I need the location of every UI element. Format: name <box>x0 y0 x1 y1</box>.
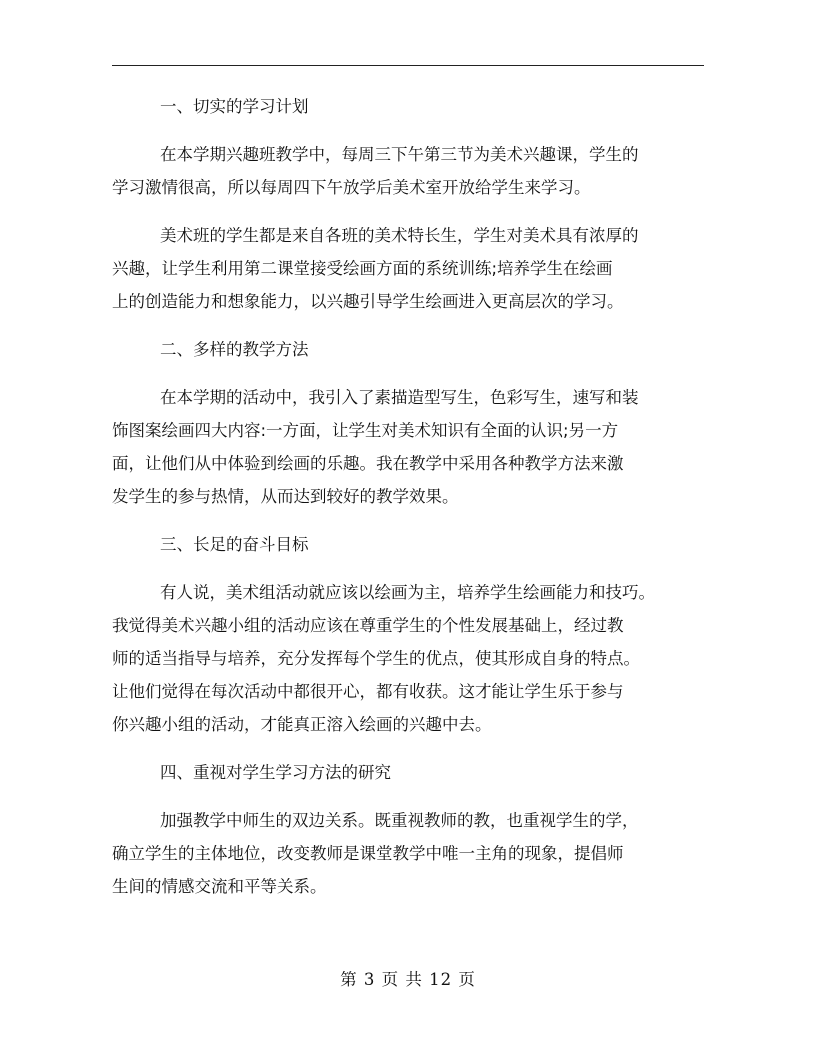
text-line: 我觉得美术兴趣小组的活动应该在尊重学生的个性发展基础上，经过教 <box>112 616 624 635</box>
document-body <box>112 90 712 918</box>
section-heading: 三、长足的奋斗目标 <box>160 535 309 554</box>
text-line: 在本学期兴趣班教学中，每周三下午第三节为美术兴趣课，学生的 <box>160 145 639 164</box>
text-line: 上的创造能力和想象能力，以兴趣引导学生绘画进入更高层次的学习。 <box>112 292 624 311</box>
section-heading: 二、多样的教学方法 <box>160 340 309 359</box>
paragraph <box>112 219 712 318</box>
text-line: 师的适当指导与培养，充分发挥每个学生的优点，使其形成自身的特点。 <box>112 649 640 668</box>
paragraph <box>112 804 712 903</box>
text-line: 有人说，美术组活动就应该以绘画为主，培养学生绘画能力和技巧。 <box>160 583 655 602</box>
text-line: 让他们觉得在每次活动中都很开心，都有收获。这才能让学生乐于参与 <box>112 682 624 701</box>
text-line: 面，让他们从中体验到绘画的乐趣。我在教学中采用各种教学方法来激 <box>112 454 624 473</box>
header-rule <box>112 65 704 66</box>
paragraph <box>112 138 712 204</box>
section-1 <box>112 90 712 318</box>
section-2 <box>112 333 712 513</box>
text-line: 发学生的参与热情，从而达到较好的教学效果。 <box>112 487 459 506</box>
text-line: 你兴趣小组的活动，才能真正溶入绘画的兴趣中去。 <box>112 715 492 734</box>
text-line: 兴趣，让学生利用第二课堂接受绘画方面的系统训练;培养学生在绘画 <box>112 259 613 278</box>
text-line: 加强教学中师生的双边关系。既重视教师的教，也重视学生的学， <box>160 811 639 830</box>
section-heading: 一、切实的学习计划 <box>160 97 309 116</box>
text-line: 生间的情感交流和平等关系。 <box>112 877 327 896</box>
paragraph <box>112 381 712 513</box>
section-heading: 四、重视对学生学习方法的研究 <box>160 763 391 782</box>
paragraph <box>112 576 712 741</box>
text-line: 在本学期的活动中，我引入了素描造型写生，色彩写生，速写和装 <box>160 388 639 407</box>
text-line: 美术班的学生都是来自各班的美术特长生，学生对美术具有浓厚的 <box>160 226 639 245</box>
text-line: 确立学生的主体地位，改变教师是课堂教学中唯一主角的现象，提倡师 <box>112 844 624 863</box>
section-4 <box>112 756 712 903</box>
text-line: 学习激情很高，所以每周四下午放学后美术室开放给学生来学习。 <box>112 178 591 197</box>
page-number-footer: 第 3 页 共 12 页 <box>340 970 476 989</box>
text-line: 饰图案绘画四大内容:一方面，让学生对美术知识有全面的认识;另一方 <box>112 421 619 440</box>
section-3 <box>112 528 712 741</box>
